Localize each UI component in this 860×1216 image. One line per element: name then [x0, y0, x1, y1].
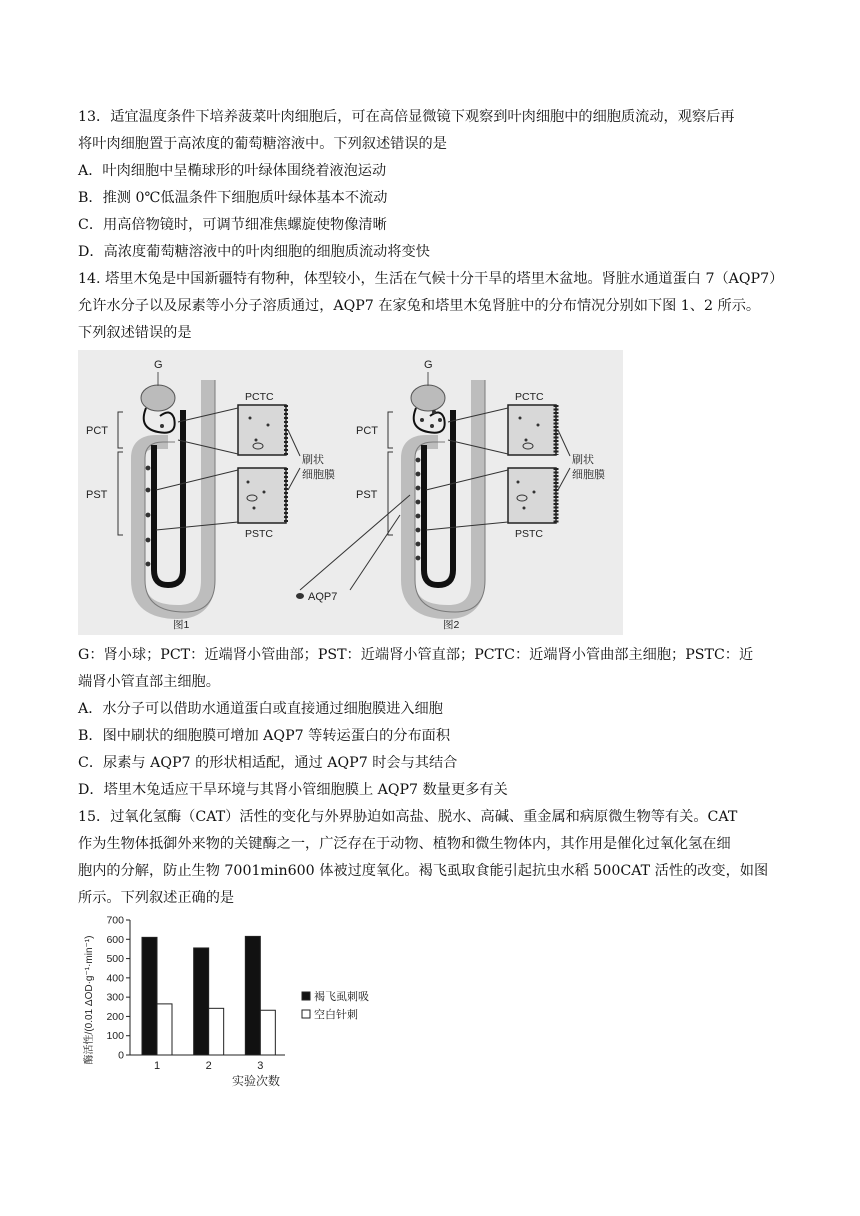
chart-legend-label: 空白针刺: [314, 1009, 358, 1021]
q13-option-b: B．推测 0℃低温条件下细胞质叶绿体基本不流动: [78, 190, 388, 206]
fig1-label-pstc: PSTC: [245, 528, 274, 540]
fig2-label-pst: PST: [356, 489, 378, 501]
fig1-label-pctc: PCTC: [245, 391, 274, 403]
fig-label-aqp7: AQP7: [308, 591, 338, 603]
q14-option-b: B．图中刷状的细胞膜可增加 AQP7 等转运蛋白的分布面积: [78, 728, 451, 744]
aqp7-legend-marker: [296, 593, 304, 599]
q13-stem-line-1: 13．适宜温度条件下培养菠菜叶肉细胞后，可在高倍显微镜下观察到叶肉细胞中的细胞质流动，观察后再: [78, 109, 735, 125]
q13-option-a: A．叶肉细胞中呈椭球形的叶绿体围绕着液泡运动: [78, 163, 387, 179]
q15-stem-line-1: 15．过氧化氢酶（CAT）活性的变化与外界胁迫如高盐、脱水、高碱、重金属和病原微生物等有关。CAT: [78, 809, 738, 825]
q13-option-c: C．用高倍物镜时，可调节细准焦螺旋使物像清晰: [78, 217, 387, 233]
chart-bar-brown-planthopper-2: [194, 948, 209, 1055]
chart-y-tick-label: 400: [106, 972, 124, 985]
chart-bar-brown-planthopper-3: [245, 936, 260, 1055]
q15-stem-line-4: 所示。下列叙述正确的是: [78, 890, 235, 906]
chart-bar-control-3: [260, 1010, 275, 1055]
chart-x-axis-label: 实验次数: [231, 1074, 281, 1088]
chart-y-axis-label: 酶活性/(0.01 ΔOD·g⁻¹·min⁻¹): [84, 935, 95, 1065]
chart-legend-swatch: [302, 992, 310, 1000]
cat-activity-chart: [80, 910, 400, 1090]
kidney-tubule-figure: [78, 350, 623, 635]
chart-legend-swatch: [302, 1010, 310, 1018]
fig2-caption: 图2: [443, 619, 460, 631]
q14-legend-line-2: 端肾小管直部主细胞。: [78, 674, 220, 690]
chart-x-tick-label: 3: [257, 1060, 264, 1072]
q14-option-d: D．塔里木兔适应干旱环境与其肾小管细胞膜上 AQP7 数量更多有关: [78, 782, 508, 798]
q15-stem-line-2: 作为生物体抵御外来物的关键酶之一，广泛存在于动物、植物和微生物体内，其作用是催化过氧化氢在细: [78, 836, 731, 852]
fig2-label-pctc: PCTC: [515, 391, 544, 403]
chart-y-tick-label: 200: [106, 1010, 124, 1023]
fig1-label-g: G: [154, 359, 163, 371]
chart-y-tick-label: 300: [106, 991, 124, 1004]
fig1-pstc-box: [238, 468, 286, 523]
q14-legend-line-1: G：肾小球；PCT：近端肾小管曲部；PST：近端肾小管直部；PCTC：近端肾小管曲部主细胞；PSTC：近: [78, 647, 754, 663]
fig1-label-brush-1: 刷状: [302, 454, 324, 466]
q14-stem-line-3: 下列叙述错误的是: [78, 325, 192, 341]
fig1-caption: 图1: [173, 619, 190, 631]
q15-stem-line-3: 胞内的分解，防止生物 7001min600 体被过度氧化。褐飞虱取食能引起抗虫水稻 500CAT 活性的改变，如图: [78, 863, 769, 879]
chart-x-tick-label: 2: [205, 1060, 212, 1072]
fig2-label-brush-1: 刷状: [572, 454, 594, 466]
chart-bar-control-2: [209, 1008, 224, 1055]
q14-option-c: C．尿素与 AQP7 的形状相适配，通过 AQP7 时会与其结合: [78, 755, 458, 771]
fig2-glomerulus: [411, 385, 445, 411]
q14-option-a: A．水分子可以借助水通道蛋白或直接通过细胞膜进入细胞: [78, 701, 443, 717]
fig2-label-g: G: [424, 359, 433, 371]
fig1-label-pst: PST: [86, 489, 108, 501]
chart-bar-brown-planthopper-1: [142, 937, 157, 1055]
fig1-label-pct: PCT: [86, 425, 108, 437]
chart-bar-control-1: [157, 1004, 172, 1055]
q14-stem-line-2: 允许水分子以及尿素等小分子溶质通过，AQP7 在家兔和塔里木兔肾脏中的分布情况分别如下图 1、2 所示。: [78, 298, 761, 314]
fig2-label-brush-2: 细胞膜: [572, 469, 605, 481]
chart-y-tick-label: 700: [106, 914, 124, 927]
fig1-label-brush-2: 细胞膜: [302, 469, 335, 481]
chart-y-tick-label: 500: [106, 953, 124, 966]
q14-stem-line-1: 14. 塔里木兔是中国新疆特有物种，体型较小，生活在气候十分干旱的塔里木盆地。肾脏水通道蛋白 7（AQP7）: [78, 271, 784, 287]
fig2-label-pstc: PSTC: [515, 528, 544, 540]
q13-stem-line-2: 将叶肉细胞置于高浓度的葡萄糖溶液中。下列叙述错误的是: [78, 136, 447, 152]
q13-option-d: D．高浓度葡萄糖溶液中的叶肉细胞的细胞质流动将变快: [78, 244, 430, 260]
chart-y-tick-label: 600: [106, 933, 124, 946]
chart-x-tick-label: 1: [153, 1060, 161, 1072]
chart-legend-label: 褐飞虱刺吸: [314, 991, 369, 1003]
fig2-pstc-box: [508, 468, 556, 523]
chart-y-tick-label: 100: [106, 1030, 124, 1043]
fig1-glomerulus: [141, 385, 175, 411]
fig2-label-pct: PCT: [356, 425, 378, 437]
chart-y-tick-label: 0: [118, 1049, 124, 1062]
